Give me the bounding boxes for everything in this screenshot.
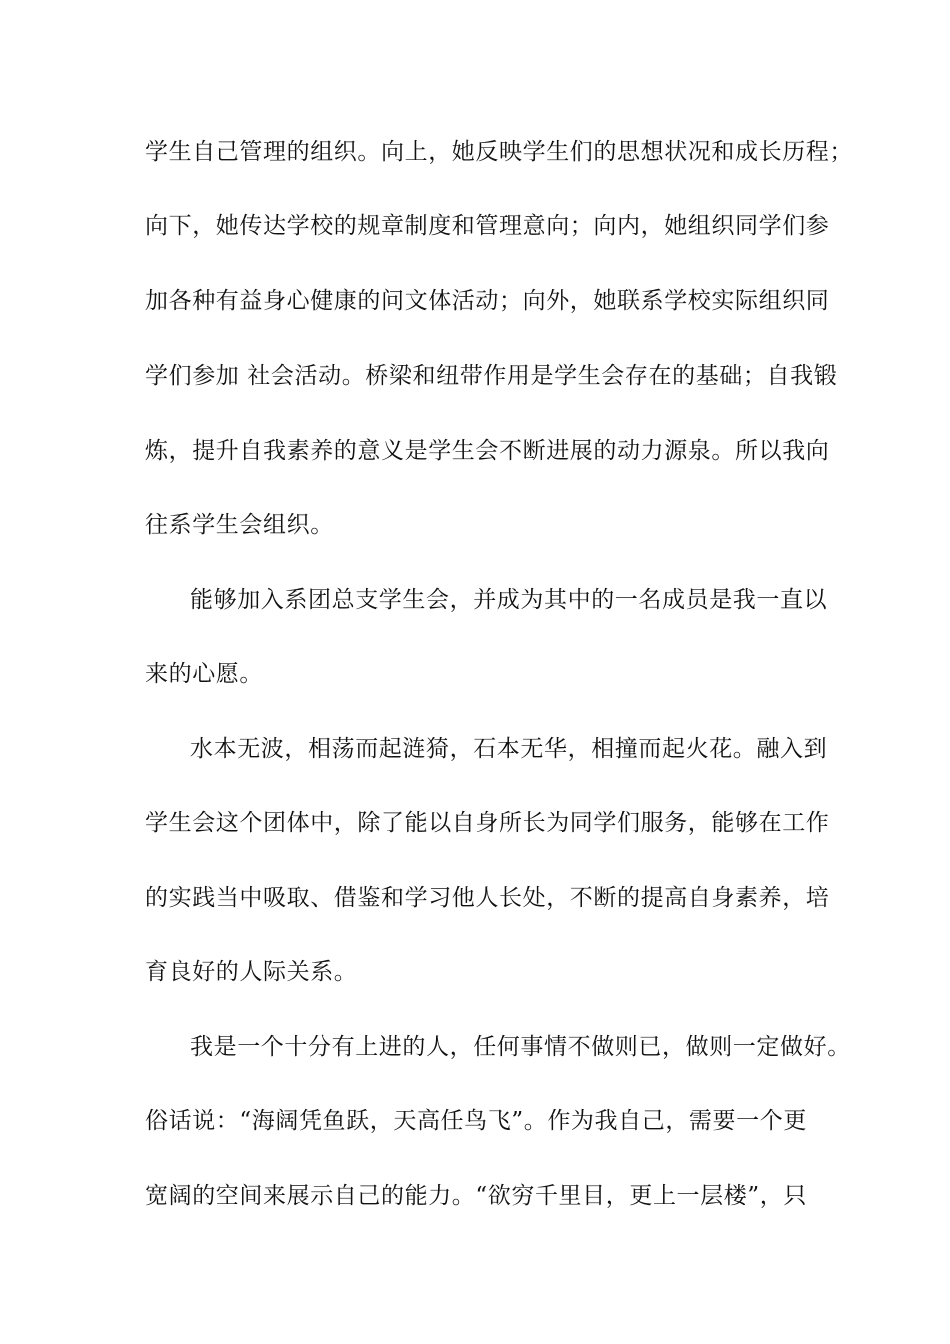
text-line: 炼，提升自我素养的意义是学生会不断进展的动力源泉。所以我向 (145, 438, 830, 464)
paragraph-first-line: 能够加入系团总支学生会，并成为其中的一名成员是我一直以 (190, 587, 828, 613)
text-line: 向下，她传达学校的规章制度和管理意向；向内，她组织同学们参 (145, 213, 830, 239)
paragraph-first-line: 水本无波，相荡而起涟猗，石本无华，相撞而起火花。融入到 (190, 736, 828, 762)
text-line: 往系学生会组织。 (145, 512, 334, 538)
text-line: 俗话说：“海阔凭鱼跃，天高任鸟飞”。作为我自己，需要一个更 (145, 1108, 807, 1134)
text-line: 育良好的人际关系。 (145, 959, 358, 985)
text-line: 来的心愿。 (145, 661, 263, 687)
text-line: 加各种有益身心健康的问文体活动；向外，她联系学校实际组织同 (145, 288, 830, 314)
paragraph-first-line: 我是一个十分有上进的人，任何事情不做则已，做则一定做好。 (190, 1034, 851, 1060)
text-line: 学生会这个团体中，除了能以自身所长为同学们服务，能够在工作 (145, 810, 830, 836)
text-line: 的实践当中吸取、借鉴和学习他人长处，不断的提高自身素养，培 (145, 885, 830, 911)
text-line: 学们参加 社会活动。桥梁和纽带作用是学生会存在的基础；自我锻 (145, 363, 838, 389)
text-line: 宽阔的空间来展示自己的能力。“欲穷千里目，更上一层楼”，只 (145, 1183, 807, 1209)
text-line: 学生自己管理的组织。向上，她反映学生们的思想状况和成长历程； (145, 139, 853, 165)
